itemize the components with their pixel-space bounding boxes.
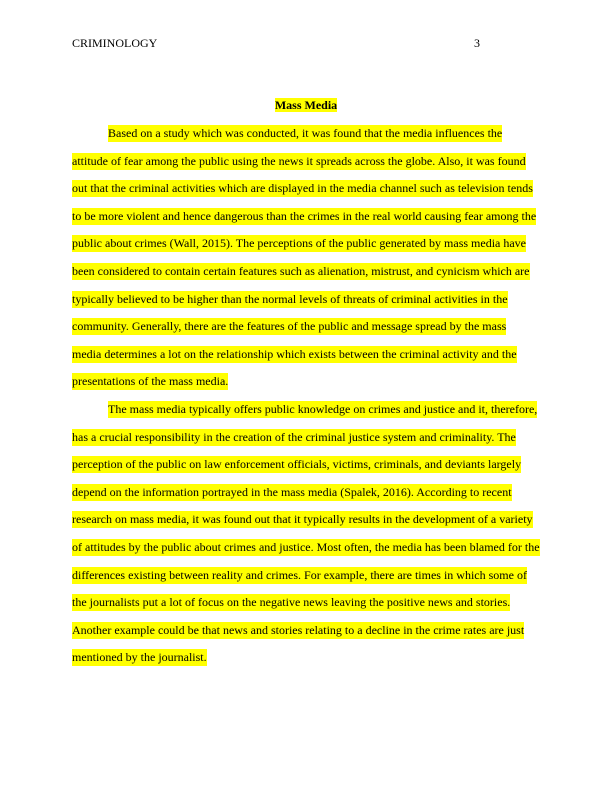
- highlighted-text: Based on a study which was conducted, it was found that the media influences the: [108, 126, 503, 140]
- highlighted-text: media determines a lot on the relationship which exists between the criminal activity and the: [72, 346, 517, 361]
- paragraph-line: [72, 203, 540, 231]
- highlighted-text: The mass media typically offers public knowledge on crimes and justice and it, therefore,: [108, 401, 538, 416]
- paragraph-line: [72, 644, 540, 672]
- highlighted-text: attitude of fear among the public using the news it spreads across the globe. Also, it was found: [72, 153, 526, 168]
- paragraph-line: [72, 286, 540, 314]
- paragraph-1: [72, 120, 540, 396]
- paragraph-line: [72, 396, 540, 424]
- paragraph-line: [72, 424, 540, 452]
- paragraph-line: [72, 230, 540, 258]
- highlighted-text: perception of the public on law enforcement officials, victims, criminals, and deviants largely: [72, 457, 522, 472]
- paragraph-line: [72, 617, 540, 645]
- highlighted-text: community. Generally, there are the features of the public and message spread by the mass: [72, 319, 507, 334]
- highlighted-text: the journalists put a lot of focus on the negative news leaving the positive news and stories.: [72, 595, 511, 610]
- highlighted-text: typically believed to be higher than the normal levels of threats of criminal activities in the: [72, 291, 508, 306]
- section-title-wrap: [72, 98, 540, 112]
- section-title: Mass Media: [274, 98, 338, 112]
- paragraph-line: [72, 534, 540, 562]
- highlighted-text: differences existing between reality and crimes. For example, there are times in which some of: [72, 567, 527, 582]
- highlighted-text: mentioned by the journalist.: [72, 650, 207, 665]
- document-body: [72, 120, 540, 672]
- paragraph-line: [72, 341, 540, 369]
- paragraph-line: [72, 148, 540, 176]
- paragraph-line: [72, 589, 540, 617]
- paragraph-line: [72, 258, 540, 286]
- paragraph-line: [72, 451, 540, 479]
- running-head: CRIMINOLOGY: [72, 36, 158, 50]
- highlighted-text: Another example could be that news and stories relating to a decline in the crime rates are just: [72, 622, 525, 637]
- highlighted-text: presentations of the mass media.: [72, 374, 229, 389]
- highlighted-text: of attitudes by the public about crimes and justice. Most often, the media has been blamed for the: [72, 539, 540, 554]
- paragraph-line: [72, 175, 540, 203]
- highlighted-text: out that the criminal activities which are displayed in the media channel such as television tends: [72, 181, 533, 196]
- paragraph-line: [72, 368, 540, 396]
- paragraph-line: [72, 479, 540, 507]
- highlighted-text: has a crucial responsibility in the creation of the criminal justice system and criminality. The: [72, 429, 516, 444]
- paragraph-line: [72, 120, 540, 148]
- page-number: 3: [474, 36, 480, 50]
- highlighted-text: public about crimes (Wall, 2015). The perceptions of the public generated by mass media have: [72, 236, 527, 251]
- paragraph-line: [72, 313, 540, 341]
- highlighted-text: depend on the information portrayed in the mass media (Spalek, 2016). According to recent: [72, 484, 512, 499]
- paragraph-2: [72, 396, 540, 672]
- paragraph-line: [72, 562, 540, 590]
- highlighted-text: to be more violent and hence dangerous than the crimes in the real world causing fear among the: [72, 208, 537, 223]
- highlighted-text: research on mass media, it was found out that it typically results in the development of a variety: [72, 512, 533, 527]
- highlighted-text: been considered to contain certain features such as alienation, mistrust, and cynicism which are: [72, 263, 530, 278]
- paragraph-line: [72, 506, 540, 534]
